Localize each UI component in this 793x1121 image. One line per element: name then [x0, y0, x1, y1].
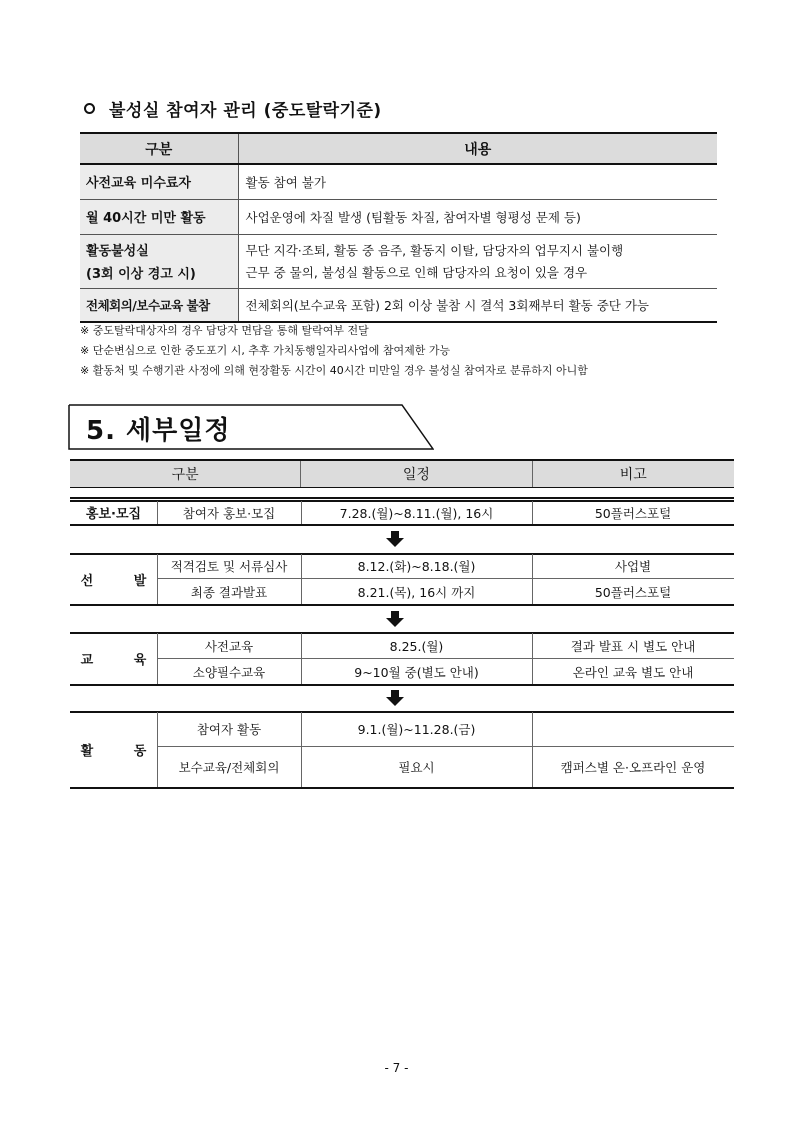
down-arrow-icon — [386, 611, 404, 627]
page-number: - 7 - — [384, 1061, 409, 1075]
schedule-note: 온라인 교육 별도 안내 — [572, 664, 694, 680]
table-row — [80, 288, 717, 322]
group-label: 교 육 — [80, 653, 165, 668]
schedule-item: 사전교육 — [204, 638, 254, 654]
divider — [70, 604, 734, 606]
divider — [70, 787, 734, 789]
schedule-note — [532, 712, 734, 746]
row-content: 전체회의(보수교육 포함) 2회 이상 불참 시 결석 3회째부터 활동 중단 가능 — [238, 288, 717, 322]
schedule-note: 사업별 — [614, 559, 652, 574]
row-content-line: 무단 지각·조퇴, 활동 중 음주, 활동지 이탈, 담당자의 업무지시 불이행 — [245, 243, 624, 258]
group-label: 활 동 — [80, 744, 165, 759]
divider — [70, 497, 734, 499]
row-category: 사전교육 미수료자 — [80, 164, 238, 199]
schedule-item: 소양필수교육 — [192, 664, 266, 680]
table-row — [80, 199, 717, 234]
down-arrow-icon — [386, 690, 404, 706]
header-content: 내용 — [238, 133, 717, 164]
schedule-date: 필요시 — [398, 760, 435, 775]
note-line: ※ 단순변심으로 인한 중도포기 시, 추후 가치동행일자리사업에 참여제한 가능 — [80, 344, 451, 357]
dropout-criteria-table — [80, 132, 717, 323]
row-content: 사업운영에 차질 발생 (팀활동 차질, 참여자별 형평성 문제 등) — [238, 199, 717, 234]
schedule-note: 50플러스포털 — [594, 505, 672, 521]
down-arrow-icon — [386, 531, 404, 547]
note-line: ※ 중도탈락대상자의 경우 담당자 면담을 통해 탈락여부 전달 — [80, 324, 369, 337]
section-heading — [84, 96, 382, 120]
table-row — [80, 234, 717, 288]
header-schedule: 일정 — [301, 461, 532, 487]
row-category — [80, 234, 238, 288]
schedule-note: 캠퍼스별 온·오프라인 운영 — [560, 760, 706, 775]
schedule-item: 보수교육/전체회의 — [178, 760, 280, 775]
schedule-note: 50플러스포털 — [594, 584, 672, 600]
schedule-date: 8.12.(화)~8.18.(월) — [357, 559, 476, 574]
schedule-header-row — [70, 459, 734, 488]
row-content — [238, 234, 717, 288]
divider — [70, 524, 734, 526]
table-row — [80, 164, 717, 199]
schedule-item: 적격검토 및 서류심사 — [170, 559, 288, 574]
header-category: 구분 — [80, 133, 238, 164]
section-title: 5. 세부일정 — [86, 416, 231, 446]
schedule-date: 8.25.(월) — [389, 638, 444, 654]
header-category: 구분 — [70, 461, 301, 487]
section-title-box — [68, 404, 434, 450]
schedule-item: 참여자 활동 — [196, 722, 262, 737]
schedule-note: 결과 발표 시 별도 안내 — [570, 638, 696, 654]
row-category-line: (3회 이상 경고 시) — [86, 267, 196, 282]
schedule-item: 최종 결과발표 — [190, 584, 268, 600]
table-header-row — [80, 133, 717, 164]
row-category: 월 40시간 미만 활동 — [80, 199, 238, 234]
bullet-circle-icon — [84, 103, 95, 114]
note-line: ※ 활동처 및 수행기관 사정에 의해 현장활동 시간이 40시간 미만일 경우 불성실 참여자로 분류하지 아니함 — [80, 364, 588, 377]
group-label: 홍보·모집 — [85, 507, 142, 522]
divider — [70, 684, 734, 686]
row-category: 전체회의/보수교육 불참 — [80, 288, 238, 322]
schedule-date: 9~10월 중(별도 안내) — [354, 664, 479, 680]
schedule-item: 참여자 홍보·모집 — [182, 505, 276, 521]
row-content: 활동 참여 불가 — [238, 164, 717, 199]
group-label: 선 발 — [80, 573, 165, 589]
schedule-date: 9.1.(월)~11.28.(금) — [357, 722, 476, 737]
header-note: 비고 — [619, 467, 647, 483]
schedule-date: 8.21.(목), 16시 까지 — [357, 584, 476, 600]
schedule-date: 7.28.(월)~8.11.(월), 16시 — [339, 505, 494, 521]
row-content-line: 근무 중 물의, 불성실 활동으로 인해 담당자의 요청이 있을 경우 — [245, 265, 588, 280]
section-heading-text: 불성실 참여자 관리 (중도탈락기준) — [109, 100, 382, 121]
row-category-line: 활동불성실 — [86, 244, 149, 259]
